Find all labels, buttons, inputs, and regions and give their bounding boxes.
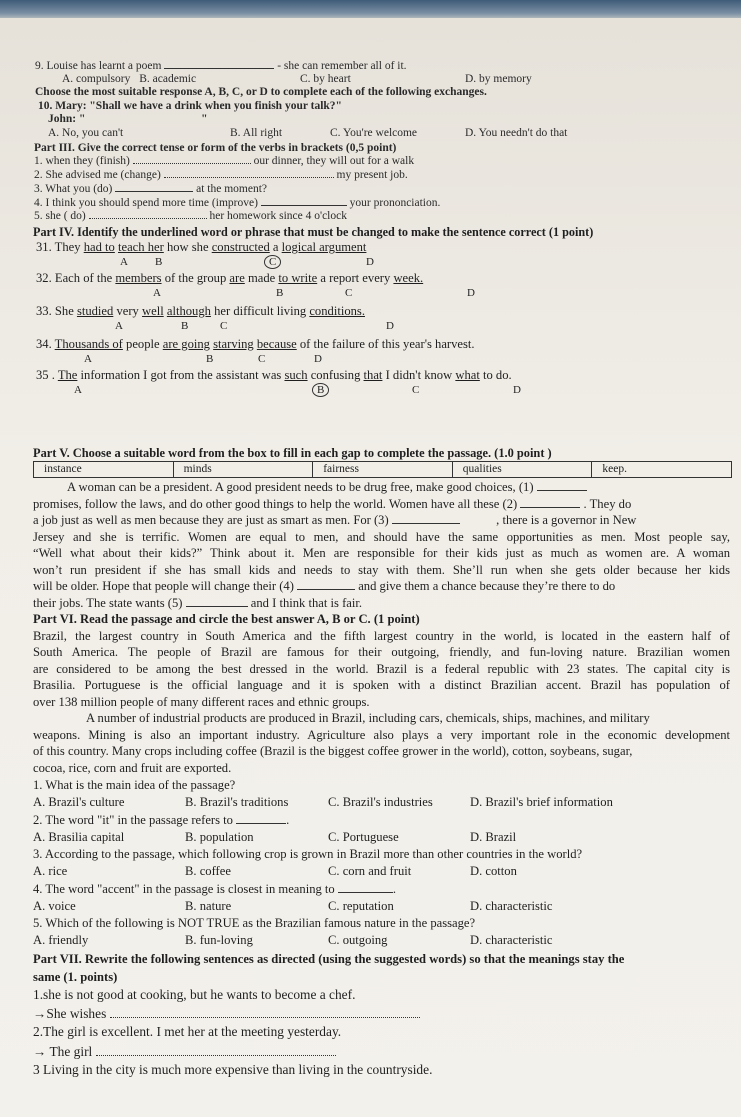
gap-5[interactable] [186,606,248,607]
part3-q3 [34,183,267,195]
part7-s2-answer [33,1044,336,1060]
q9-option-b[interactable]: B. academic [139,73,197,85]
part3-q1 [34,155,414,167]
q34-text: of the failure of this year's harvest. [296,337,475,351]
q9-option-c[interactable]: C. by heart [300,73,351,85]
q10-john-label: John: " [48,113,86,125]
part5-line-8 [33,596,362,611]
part5-text: and I think that is fair. [250,596,363,610]
q9-line [35,60,407,72]
part5-line-7 [33,579,615,594]
q33-underline-b[interactable]: well [142,304,164,318]
part4-title: Part IV. Identify the underlined word or phrase that must be changed to make the sentence correct (1 point) [33,225,594,239]
part7-s1-prompt: →She wishes [33,1006,107,1021]
q35-letter-a: A [74,384,82,396]
part6-q1-option-a[interactable]: A. Brazil's culture [33,795,125,809]
q32-letter-b: B [276,287,284,299]
part5-text: A woman can be a president. A good president needs to be drug free, make good choices, (1) [67,480,534,494]
part6-q2-option-a[interactable]: A. Brasilia capital [33,830,125,844]
gap-2[interactable] [520,507,580,508]
q9-option-d[interactable]: D. by memory [465,73,532,85]
word-box-item: qualities [453,462,593,477]
q10-option-b[interactable]: B. All right [230,127,283,139]
part5-line-5: “Well what about their kids?” Think about it. Men are responsible for their kids just as much as women are. A woman [33,546,730,560]
part5-text: . They do [583,497,632,511]
part6-p2-line: weapons. Mining is also an important industry. Agriculture also plays a very important role in the economic development [33,728,730,742]
word-box-item: keep. [602,463,627,475]
q35-underline-a[interactable]: The [57,368,78,382]
part5-line-3 [33,513,636,528]
part6-p2-line: A number of industrial products are produced in Brazil, including cars, chemicals, ships, machines, and military [86,711,650,725]
part6-q2: 2. The word "it" in the passage refers to . [33,813,290,827]
q31-letter-c-circled: C [264,255,281,269]
part5-line-2 [33,497,631,512]
part6-q3-option-a[interactable]: A. rice [33,864,68,878]
q33-letter-b: B [181,320,189,332]
part3-q5-blank[interactable] [89,218,207,219]
q34-text: people [122,337,163,351]
q10-stem: 10. Mary: "Shall we have a drink when you finish your talk?" [38,100,342,112]
part6-q4-text: 4. The word "accent" in the passage is closest in meaning to [33,882,335,896]
part3-q5-start: 5. she ( do) [34,210,86,222]
part6-q5-option-c[interactable]: C. outgoing [328,933,388,947]
part6-q4-blank[interactable] [338,892,393,893]
part3-q3-end: at the moment? [196,183,268,195]
word-box-item: fairness [313,462,453,477]
q32-underline-d[interactable]: week. [393,271,424,285]
part3-q4 [34,197,440,209]
part6-q3: 3. According to the passage, which following crop is grown in Brazil more than other countries in the world? [33,847,583,861]
q32-underline-b[interactable]: are [229,271,245,285]
part7-title: Part VII. Rewrite the following sentences as directed (using the suggested words) so that the meanings stay the [33,952,625,966]
part3-title: Part III. Give the correct tense or form of the verbs in brackets (0,5 point) [34,142,397,154]
part6-p1-line: Brazil, the largest country in South America and the fifth largest country in the world, is located in the eastern half of [33,629,730,643]
q32-letter-c: C [345,287,353,299]
q31-underline-c[interactable]: constructed [211,240,270,254]
q32-text: 32. Each of the [36,271,116,285]
part6-p2-line: cocoa, rice, corn and fruit are exported. [33,761,232,775]
part3-q1-start: 1. when they (finish) [34,155,130,167]
q34-letter-d: D [314,353,322,365]
part6-q1-option-b[interactable]: B. Brazil's traditions [185,795,289,809]
part5-text: their jobs. The state wants (5) [33,596,183,610]
part5-text: promises, follow the laws, and do other good things to help the world. Women have all these (2) [33,497,518,511]
part6-p1-line: are considered to be among the best dressed in the world. Brazil is a federal republic with 23 states. The capital city is [33,662,730,676]
q33-letter-c: C [220,320,228,332]
q35-letter-b-circled: B [312,383,329,397]
part6-p2-line: of this country. Many crops including coffee (Brazil is the biggest coffee grower in the world), cotton, soybeans, sugar, [33,744,633,758]
q31-letter-d: D [366,256,374,268]
q33-text: 33. She [36,304,77,318]
q32-text: of the group [161,271,230,285]
part6-q3-option-b[interactable]: B. coffee [185,864,231,878]
part3-q3-start: 3. What you (do) [34,183,113,195]
part6-q5-option-a[interactable]: A. friendly [33,933,89,947]
q31-text: a [269,240,282,254]
gap-4[interactable] [297,589,355,590]
q31-text: 31. They [36,240,84,254]
q31-underline-d[interactable]: logical argument [281,240,367,254]
part6-p1-line: Brasilia. Portuguese is the official language and it is spoken with a distinct Brazilian accent. Brazil has population of [33,678,730,692]
q33-text: very [113,304,143,318]
q32-letter-a: A [153,287,161,299]
q32-text: made [244,271,279,285]
q32-letter-d: D [467,287,475,299]
part6-q3-option-c[interactable]: C. corn and fruit [328,864,412,878]
q35-text: I didn't know [382,368,456,382]
q35-underline-c[interactable]: that [363,368,383,382]
q10-john [48,113,208,125]
q35-text: to do. [479,368,512,382]
q9-blank[interactable] [164,68,274,69]
part6-q5-option-d[interactable]: D. characteristic [470,933,553,947]
q35-text: confusing [307,368,364,382]
q31-underline-a[interactable]: had to [83,240,115,254]
q34-underline-c[interactable]: starving [213,337,254,351]
part6-q4: 4. The word "accent" in the passage is closest in meaning to . [33,882,397,896]
word-box-item: instance [34,462,174,477]
part7-s3: 3 Living in the city is much more expensive than living in the countryside. [33,1062,433,1077]
q32-underline-a[interactable]: members [115,271,162,285]
part7-s1: 1.she is not good at cooking, but he wants to become a chef. [33,987,356,1002]
gap-1[interactable] [537,490,587,491]
part6-p1-line: over 138 million people of many different races and ethnic groups. [33,695,370,709]
q10-option-d[interactable]: D. You needn't do that [465,127,568,139]
q35-underline-d[interactable]: what [455,368,480,382]
part4-q32 [36,271,423,286]
q35-letter-d: D [513,384,521,396]
q10-option-c[interactable]: C. You're welcome [330,127,418,139]
part4-q33 [36,304,365,319]
q31-letter-b: B [155,256,163,268]
part6-q4-option-a[interactable]: A. voice [33,899,76,913]
part6-q5: 5. Which of the following is NOT TRUE as the Brazilian famous nature in the passage? [33,916,476,930]
q35-underline-b[interactable]: such [284,368,308,382]
q33-text: her difficult living [210,304,310,318]
part4-q35 [36,368,512,383]
part7-s2-prompt: → The girl [33,1044,93,1059]
part6-q2-option-b[interactable]: B. population [185,830,254,844]
part5-line-1 [67,480,587,495]
part6-q2-blank[interactable] [236,823,286,824]
q33-underline-a[interactable]: studied [76,304,114,318]
part6-q1-option-d[interactable]: D. Brazil's brief information [470,795,613,809]
q9-stem: 9. Louise has learnt a poem [35,60,162,72]
q31-letter-a: A [120,256,128,268]
part7-title-cont: same (1. points) [33,970,118,984]
part6-q2-option-c[interactable]: C. Portuguese [328,830,399,844]
part3-q2-end: my present job. [336,169,408,181]
part3-q3-blank[interactable] [115,191,193,192]
part3-q4-start: 4. I think you should spend more time (improve) [34,197,258,209]
q34-underline-d[interactable]: because [256,337,297,351]
q34-underline-a[interactable]: Thousands of [54,337,123,351]
q10-option-a[interactable]: A. No, you can't [48,127,124,139]
q32-text: a report every [317,271,394,285]
q9-options [62,73,196,85]
part7-s1-answer-line[interactable] [110,1017,420,1018]
part6-q4-option-b[interactable]: B. nature [185,899,232,913]
q34-letter-b: B [206,353,214,365]
q31-text: how she [163,240,212,254]
q34-letter-c: C [258,353,266,365]
q34-text: 34. [36,337,55,351]
part6-q2-text: 2. The word "it" in the passage refers to [33,813,233,827]
q35-text: information I got from the assistant was [77,368,285,382]
part5-line-4: Jersey and she is terrific. Women are equal to men, and should have the same opportunities as men. Most people say, [33,530,730,544]
part6-q5-option-b[interactable]: B. fun-loving [185,933,253,947]
q31-underline-b[interactable]: teach her [118,240,164,254]
q9-tail: - she can remember all of it. [277,60,407,72]
part3-q5 [34,210,347,222]
part3-q2 [34,169,408,181]
part6-q2-option-d[interactable]: D. Brazil [470,830,517,844]
word-box [33,461,732,478]
word-box-item: minds [174,462,314,477]
q34-letter-a: A [84,353,92,365]
part6-q4-option-d[interactable]: D. characteristic [470,899,553,913]
part4-q31 [36,240,366,255]
part3-q5-end: her homework since 4 o'clock [209,210,347,222]
part3-q2-blank[interactable] [164,177,334,178]
part6-q1: 1. What is the main idea of the passage? [33,778,236,792]
q33-underline-c[interactable]: although [166,304,211,318]
q10-john-end: " [201,113,208,125]
part3-q1-end: our dinner, they will out for a walk [253,155,415,167]
part3-q4-blank[interactable] [261,205,347,206]
part5-title: Part V. Choose a suitable word from the box to fill in each gap to complete the passage. (1.0 point ) [33,446,552,460]
choose-instruction: Choose the most suitable response A, B, C, or D to complete each of the following exchanges. [35,86,487,98]
part7-s2: 2.The girl is excellent. I met her at the meeting yesterday. [33,1024,342,1039]
part6-p1-line: South America. The people of Brazil are famous for their outgoing, friendly, and fun-loving nature. Brazilian women [33,645,730,659]
part3-q1-blank[interactable] [133,163,251,164]
part7-s1-answer [33,1006,420,1022]
q33-underline-d[interactable]: conditions. [309,304,365,318]
part6-q4-option-c[interactable]: C. reputation [328,899,394,913]
q35-text: 35 . [36,368,58,382]
gap-3[interactable] [392,523,460,524]
part5-text: , there is a governor in New [496,513,637,527]
part7-s2-answer-line[interactable] [96,1055,336,1056]
part3-q4-end: your prononciation. [349,197,441,209]
part6-q1-option-c[interactable]: C. Brazil's industries [328,795,433,809]
q35-letter-c: C [412,384,420,396]
part6-title: Part VI. Read the passage and circle the best answer A, B or C. (1 point) [33,612,420,626]
q33-letter-d: D [386,320,394,332]
part5-line-6: won’t run president if she has small kids and needs to stay with them. She’ll run when she gets older because her kids [33,563,730,577]
part5-text: will be older. Hope that people will change their (4) [33,579,294,593]
q9-option-a[interactable]: A. compulsory [62,73,131,85]
part6-q3-option-d[interactable]: D. cotton [470,864,517,878]
part5-text: and give them a chance because they’re there to do [358,579,616,593]
part4-q34 [36,337,475,352]
q32-underline-c[interactable]: to write [278,271,318,285]
part5-text: a job just as well as men because they are just as smart as men. For (3) [33,513,389,527]
q33-letter-a: A [115,320,123,332]
q34-underline-b[interactable]: are going [162,337,210,351]
part3-q2-start: 2. She advised me (change) [34,169,161,181]
